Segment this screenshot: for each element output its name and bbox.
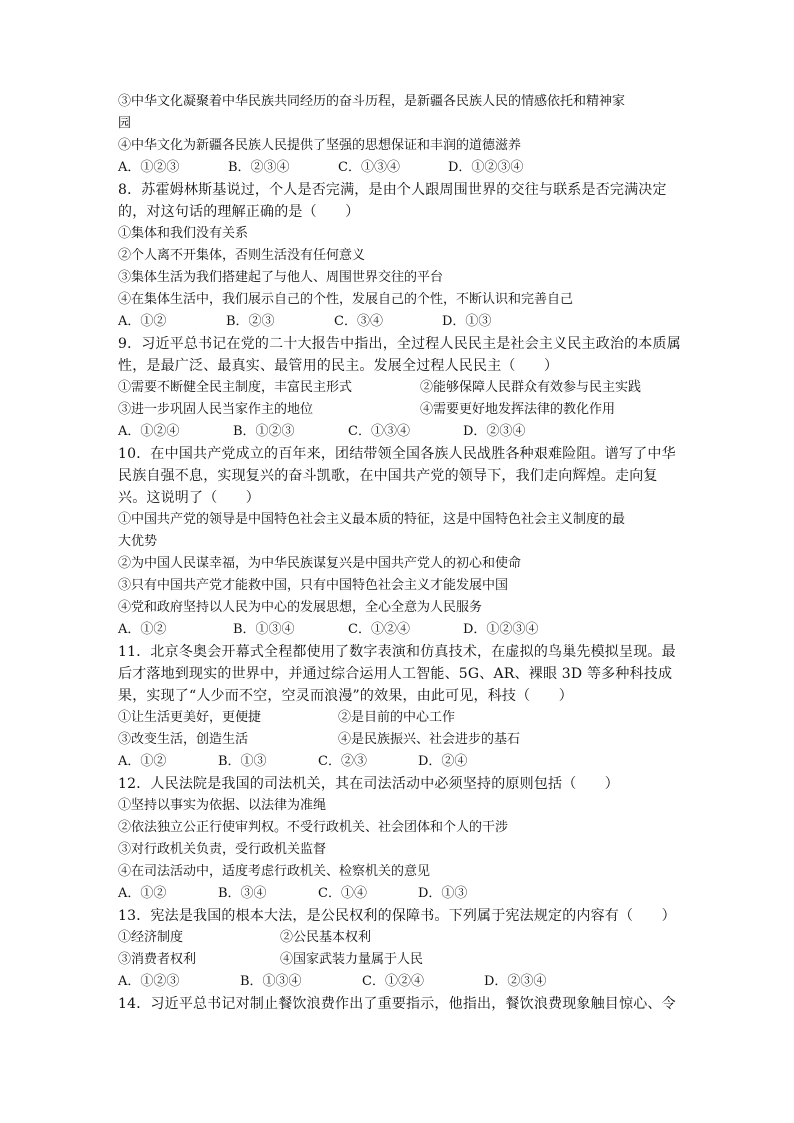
stem-line: 性，是最广泛、最真实、最管用的民主。发展全过程人民民主（ ） <box>118 358 559 374</box>
statement-pair-row <box>118 949 678 971</box>
answer-choice: B．①③ <box>218 754 267 769</box>
answer-choice: D．①②③④ <box>448 160 524 175</box>
answer-choice: C．①②④ <box>348 622 410 637</box>
statement-pair-row <box>118 927 678 949</box>
stem-line: 14．习近平总书记对制止餐饮浪费作出了重要指示，他指出，餐饮浪费现象触目惊心、令 <box>118 996 676 1012</box>
stem-line: 9．习近平总书记在党的二十大报告中指出，全过程人民民主是社会主义民主政治的本质属 <box>118 336 681 352</box>
answer-choice: A．①② <box>118 314 167 329</box>
question-block-q8 <box>118 179 678 333</box>
answer-choice: C．①③④ <box>348 424 410 439</box>
stem-line: 民族自强不息，实现复兴的奋斗凯歌，在中国共产党的领导下，我们走向辉煌。走向复 <box>118 468 658 484</box>
answer-choices <box>118 751 678 773</box>
statement-line: ②为中国人民谋幸福，为中华民族谋复兴是中国共产党人的初心和使命 <box>118 556 522 571</box>
answer-choice: C．①④ <box>318 886 367 901</box>
answer-choices <box>118 883 678 905</box>
statement-line: 园 <box>118 116 132 131</box>
question-stem <box>118 333 681 377</box>
statement-item: ①让生活更美好，更便捷 <box>118 710 262 725</box>
statement-line: ③对行政机关负责，受行政机关监督 <box>118 842 327 857</box>
question-block-q9 <box>118 333 681 443</box>
statement-item: ③改变生活，创造生活 <box>118 732 249 747</box>
answer-choices <box>118 157 678 179</box>
statement-line: ④在集体生活中，我们展示自己的个性，发展自己的个性，不断认识和完善自己 <box>118 292 574 307</box>
statement-line: ①中国共产党的领导是中国特色社会主义最本质的特征，这是中国特色社会主义制度的最 <box>118 512 626 527</box>
answer-choice: B．③④ <box>218 886 267 901</box>
statement-item: ④国家武装力量属于人民 <box>280 952 424 967</box>
answer-choices <box>118 311 678 333</box>
question-stem <box>118 773 678 795</box>
answer-choice: D．②④ <box>418 754 468 769</box>
answer-choices <box>118 971 678 993</box>
question-block-q10 <box>118 443 678 641</box>
stem-line: 的，对这句话的理解正确的是（ ） <box>118 204 360 220</box>
statement-pair-row <box>118 707 678 729</box>
answer-choices <box>118 619 678 641</box>
answer-choice: C．③④ <box>334 314 383 329</box>
question-stem <box>118 179 678 223</box>
answer-choices <box>118 421 678 443</box>
answer-choice: D．②③④ <box>484 974 547 989</box>
answer-choice: B．①③④ <box>240 974 302 989</box>
question-stem <box>118 993 678 1015</box>
answer-choice: A．①② <box>118 754 167 769</box>
statement-pair-row <box>118 399 678 421</box>
statement-pair-row <box>118 377 678 399</box>
statement-line: ③只有中国共产党才能救中国，只有中国特色社会主义才能发展中国 <box>118 578 509 593</box>
stem-line: 13．宪法是我国的根本大法，是公民权利的保障书。下列属于宪法规定的内容有（ ） <box>118 908 676 924</box>
answer-choice: B．①③④ <box>233 622 295 637</box>
statement-pair-row <box>118 729 678 751</box>
answer-choice: A．①② <box>118 886 167 901</box>
statement-item: ①经济制度 <box>118 930 184 945</box>
answer-choice: C．①②④ <box>362 974 424 989</box>
question-block-q14 <box>118 993 678 1015</box>
answer-choice: D．①②③④ <box>463 622 539 637</box>
statement-line: ③中华文化凝聚着中华民族共同经历的奋斗历程，是新疆各民族人民的情感依托和精神家 <box>118 94 626 109</box>
statement-line: ①坚持以事实为依据、以法律为准绳 <box>118 798 327 813</box>
answer-choice: B．①②③ <box>233 424 295 439</box>
question-block-q11 <box>118 641 678 773</box>
stem-line: 果，实现了“人少而不空，空灵而浪漫”的效果，由此可见，科技（ ） <box>118 688 573 704</box>
stem-line: 11．北京冬奥会开幕式全程都使用了数字表演和仿真技术，在虚拟的鸟巢先模拟呈现。最 <box>118 644 676 660</box>
answer-choice: A．①② <box>118 622 167 637</box>
statement-item: ④需要更好地发挥法律的教化作用 <box>420 402 616 417</box>
answer-choice: D．①③ <box>442 314 492 329</box>
statement-item: ②是目前的中心工作 <box>338 710 456 725</box>
answer-choice: D．①③ <box>418 886 468 901</box>
statement-line: ②个人离不开集体，否则生活没有任何意义 <box>118 248 366 263</box>
statement-item: ②公民基本权利 <box>280 930 372 945</box>
stem-line: 8．苏霍姆林斯基说过，个人是否完满，是由个人跟周围世界的交往与联系是否完满决定 <box>118 182 667 198</box>
question-list <box>118 91 681 1015</box>
statement-item: ④是民族振兴、社会进步的基石 <box>338 732 521 747</box>
question-stem <box>118 641 678 707</box>
stem-line: 后才落地到现实的世界中，并通过综合运用人工智能、5G、AR、裸眼 3D 等多种科技成 <box>118 666 673 682</box>
stem-line: 10．在中国共产党成立的百年来，团结带领全国各族人民战胜各种艰难险阻。谱写了中华 <box>118 446 676 462</box>
question-stem <box>118 905 678 927</box>
stem-line: 兴。这说明了（ ） <box>118 490 260 506</box>
statement-line: ③集体生活为我们搭建起了与他人、周围世界交往的平台 <box>118 270 444 285</box>
question-stem <box>118 443 678 509</box>
statement-line: 大优势 <box>118 534 158 549</box>
statement-line: ④在司法活动中，适度考虑行政机关、检察机关的意见 <box>118 864 431 879</box>
question-block-q12 <box>118 773 678 905</box>
statement-line: ④中华文化为新疆各民族人民提供了坚强的思想保证和丰润的道德滋养 <box>118 138 522 153</box>
answer-choice: B．②③ <box>226 314 275 329</box>
statement-line: ④党和政府坚持以人民为中心的发展思想，全心全意为人民服务 <box>118 600 483 615</box>
answer-choice: B．②③④ <box>228 160 290 175</box>
statement-line: ①集体和我们没有关系 <box>118 226 249 241</box>
statement-item: ③进一步巩固人民当家作主的地位 <box>118 402 314 417</box>
answer-choice: C．①③④ <box>338 160 400 175</box>
statement-item: ①需要不断健全民主制度，丰富民主形式 <box>118 380 353 395</box>
statement-item: ③消费者权利 <box>118 952 197 967</box>
answer-choice: A．①②③ <box>118 974 180 989</box>
statement-item: ②能够保障人民群众有效参与民主实践 <box>420 380 642 395</box>
answer-choice: C．②③ <box>318 754 367 769</box>
answer-choice: D．②③④ <box>463 424 526 439</box>
stem-line: 12．人民法院是我国的司法机关，其在司法活动中必须坚持的原则包括（ ） <box>118 776 620 792</box>
answer-choice: A．①②③ <box>118 160 180 175</box>
question-block-q7-tail <box>118 91 678 179</box>
statement-line: ②依法独立公正行使审判权。不受行政机关、社会团体和个人的干涉 <box>118 820 509 835</box>
question-block-q13 <box>118 905 678 993</box>
answer-choice: A．①②④ <box>118 424 180 439</box>
